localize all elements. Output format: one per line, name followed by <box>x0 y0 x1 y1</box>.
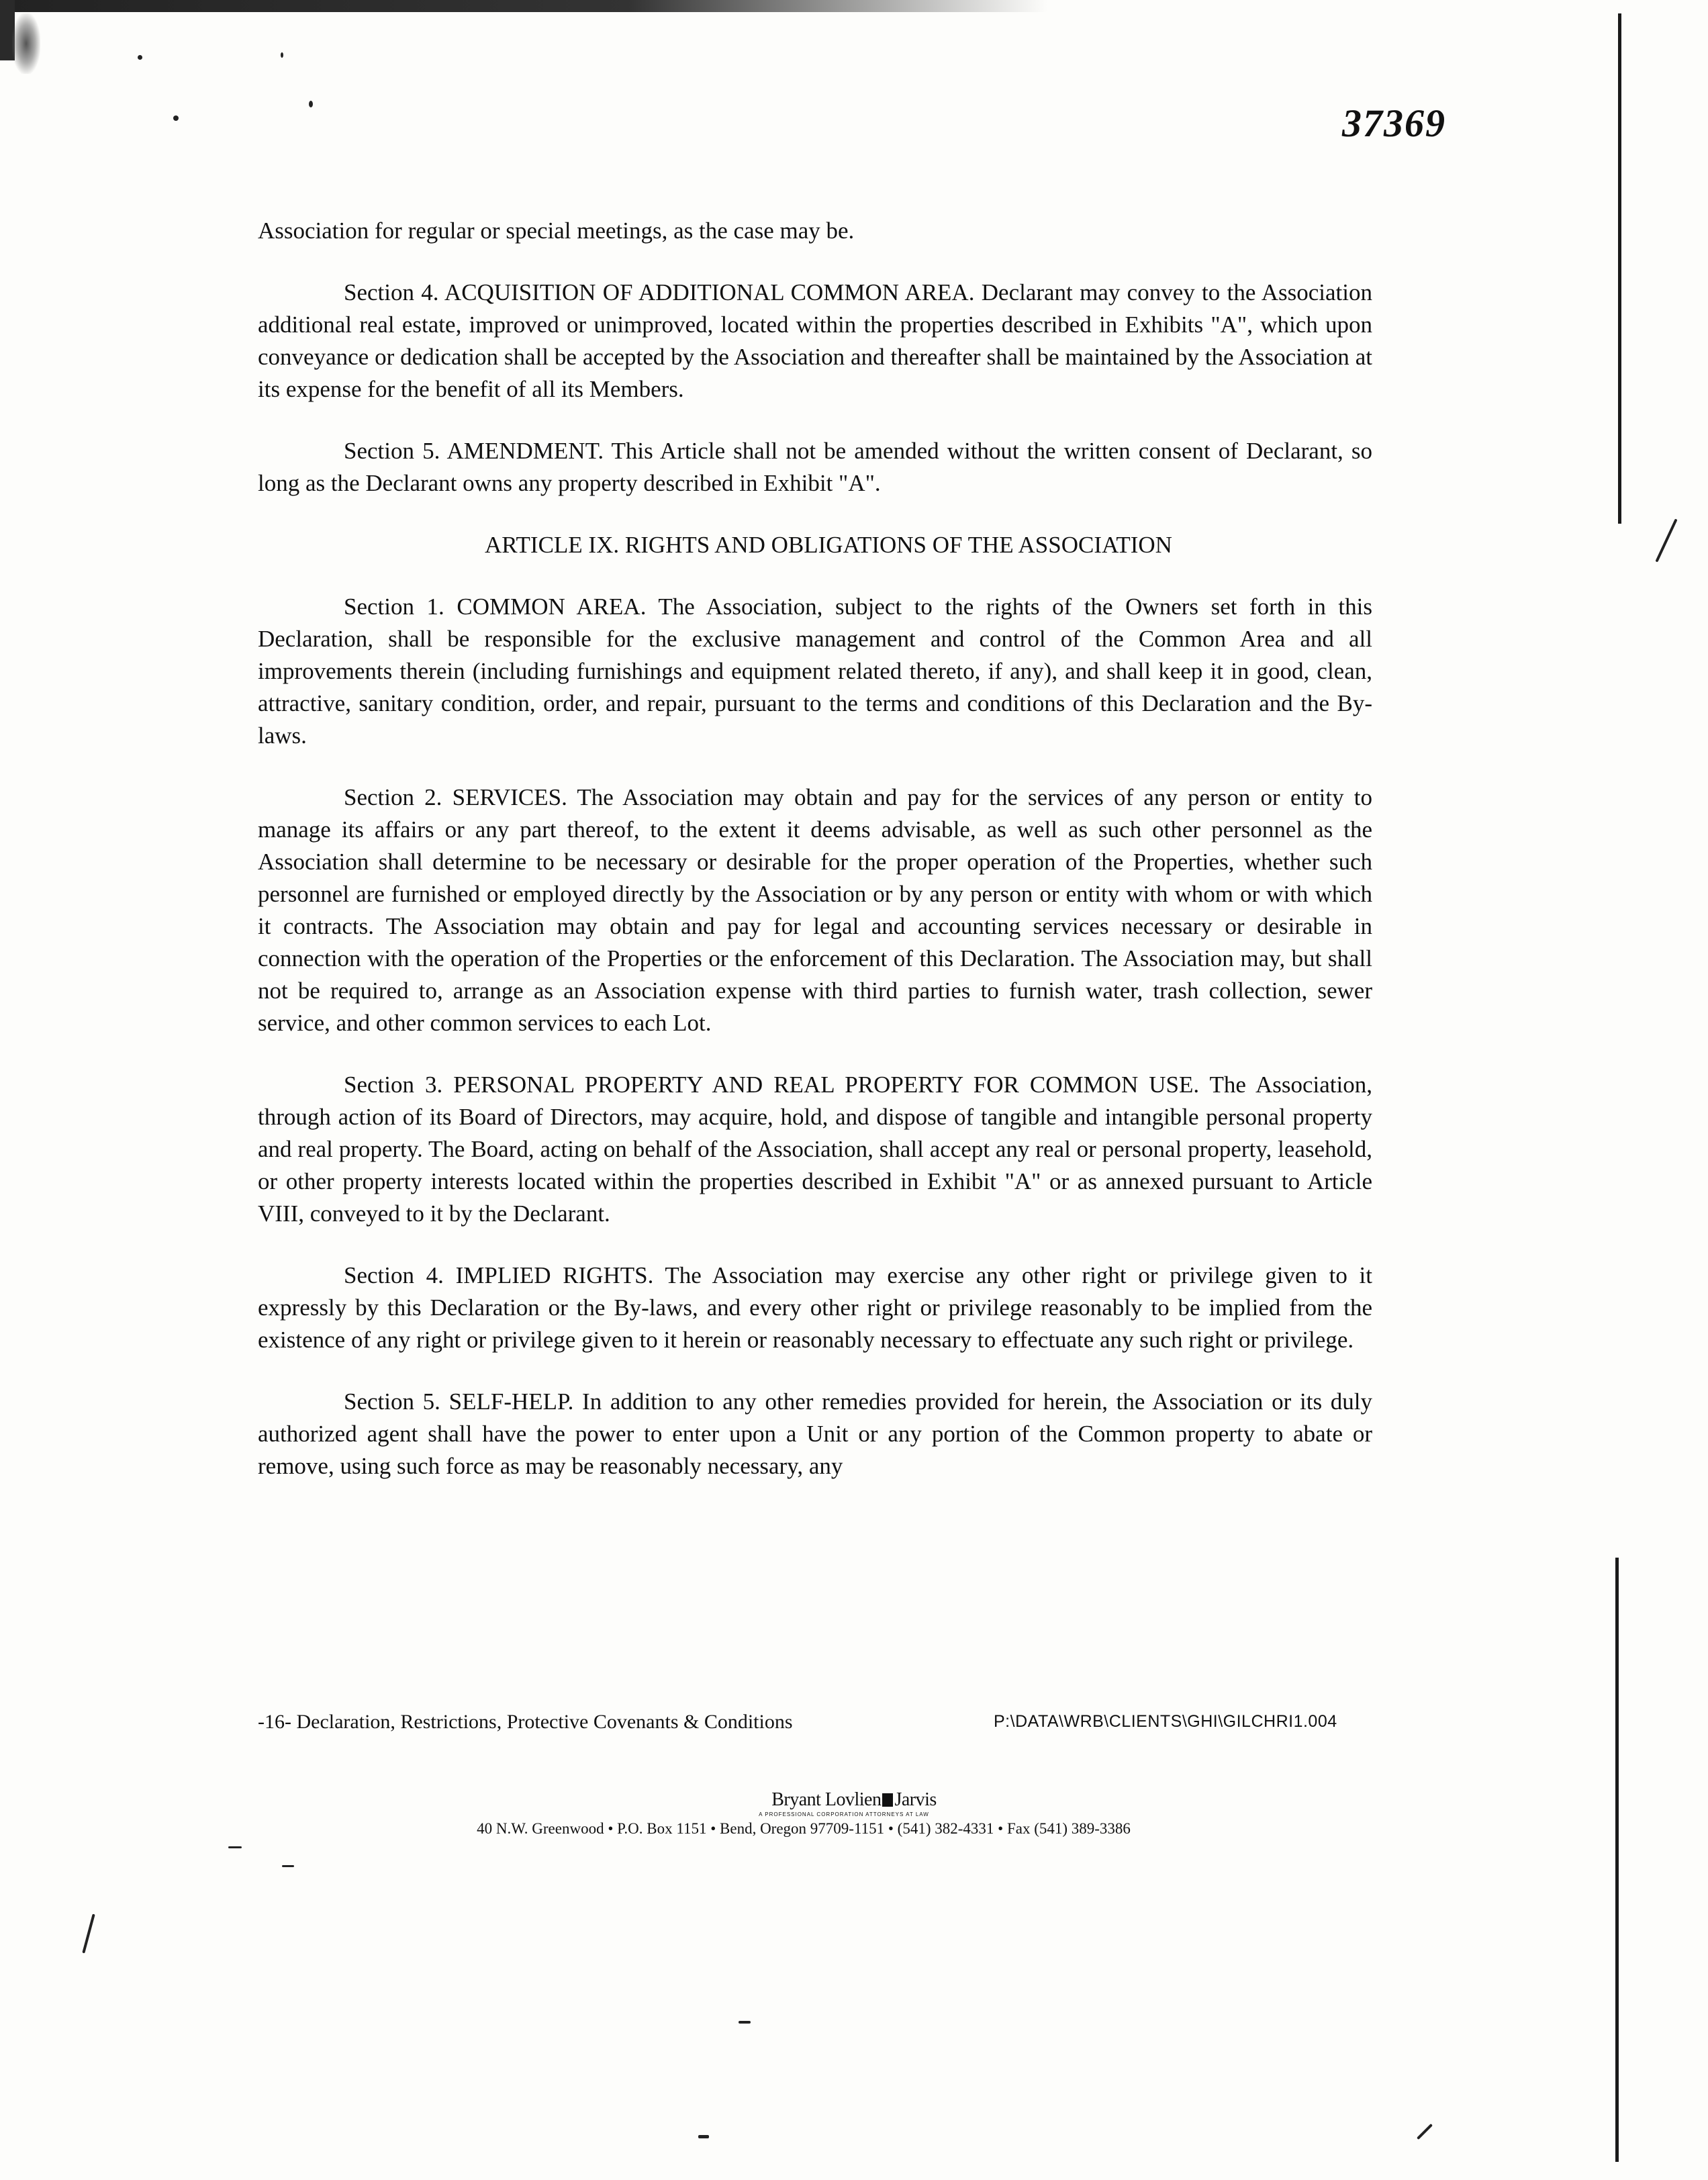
scan-speck <box>173 115 179 121</box>
firm-address: 40 N.W. Greenwood • P.O. Box 1151 • Bend, Oregon 97709-1151 • (541) 382-4331 • Fax (541) 389-3386 <box>477 1820 1131 1837</box>
scan-speck <box>138 55 142 60</box>
letterhead <box>0 1789 1708 1839</box>
document-body <box>258 215 1372 1512</box>
page-number: 37369 <box>1342 101 1446 145</box>
section-5-amendment: Section 5. AMENDMENT. This Article shall not be amended without the written consent of Declarant, so long as the Declarant owns any property described in Exhibit "A". <box>258 438 1372 496</box>
scan-edge-top <box>0 0 1047 12</box>
paragraph-continued: Association for regular or special meetings, as the case may be. <box>258 218 855 244</box>
section-5-self-help: Section 5. SELF-HELP. In addition to any other remedies provided for herein, the Association or its duly authorized agent shall have the power to enter upon a Unit or any portion of the Common property to abate or remove, using such force as may be reasonably necessary, any <box>258 1388 1372 1479</box>
scan-speck <box>698 2135 709 2138</box>
scan-speck <box>1417 2124 1433 2140</box>
scan-speck <box>1655 518 1677 562</box>
scan-speck <box>309 101 313 107</box>
scan-speck <box>228 1846 242 1848</box>
firm-name-part-2: Jarvis <box>894 1789 937 1810</box>
section-3-personal-property: Section 3. PERSONAL PROPERTY AND REAL PROPERTY FOR COMMON USE. The Association, through action of its Board of Directors, may acquire, hold, and dispose of tangible and intangible personal property and real property. The Board, acting on behalf of the Association, shall accept any real or personal property, leasehold, or other property interests located within the properties described in Exhibit "A" or as annexed pursuant to Article VIII, conveyed to it by the Declarant. <box>258 1072 1372 1227</box>
footer-file-path: P:\DATA\WRB\CLIENTS\GHI\GILCHRI1.004 <box>994 1712 1337 1731</box>
section-1-common-area: Section 1. COMMON AREA. The Association, subject to the rights of the Owners set forth in this Declaration, shall be responsible for the exclusive management and control of the Common Area and all improvements therein (including furnishings and equipment related thereto, if any), and shall keep it in good, clean, attractive, sanitary condition, order, and repair, pursuant to the terms and conditions of this Declaration and the By-laws. <box>258 594 1372 749</box>
firm-logo-block <box>882 1793 893 1807</box>
scan-smudge <box>12 13 40 74</box>
scan-margin-line-upper <box>1618 13 1621 524</box>
firm-tagline: A PROFESSIONAL CORPORATION ATTORNEYS AT LAW <box>759 1811 929 1817</box>
section-2-services: Section 2. SERVICES. The Association may obtain and pay for the services of any person or entity to manage its affairs or any part thereof, to the extent it deems advisable, as well as such other personnel as the Association shall determine to be necessary or desirable for the proper operation of the Properties, whether such personnel are furnished or employed directly by the Association or by any person or entity with whom or with which it contracts. The Association may obtain and pay for legal and accounting services necessary or desirable in connection with the operation of the Properties or the enforcement of this Declaration. The Association may, but shall not be required to, arrange as an Association expense with third parties to furnish water, trash collection, sewer service, and other common services to each Lot. <box>258 784 1372 1036</box>
scan-speck <box>739 2021 751 2024</box>
article-ix-heading: ARTICLE IX. RIGHTS AND OBLIGATIONS OF THE ASSOCIATION <box>485 532 1172 558</box>
section-4-implied-rights: Section 4. IMPLIED RIGHTS. The Association may exercise any other right or privilege given to it expressly by this Declaration or the By-laws, and every other right or privilege reasonably to be implied from the existence of any right or privilege given to it herein or reasonably necessary to effectuate any such right or privilege. <box>258 1262 1372 1353</box>
footer-title: -16- Declaration, Restrictions, Protective Covenants & Conditions <box>258 1711 793 1733</box>
firm-name-part-1: Bryant Lovlien <box>771 1789 882 1810</box>
scan-speck <box>281 52 283 58</box>
section-4-acquisition: Section 4. ACQUISITION OF ADDITIONAL COMMON AREA. Declarant may convey to the Association additional real estate, improved or unimproved, located within the properties described in Exhibits "A", which upon conveyance or dedication shall be accepted by the Association and thereafter shall be maintained by the Association at its expense for the benefit of all its Members. <box>258 279 1372 402</box>
firm-name <box>0 1789 1708 1811</box>
scan-speck <box>282 1865 294 1867</box>
scan-margin-line-lower <box>1615 1558 1619 2162</box>
scan-speck <box>82 1914 95 1954</box>
